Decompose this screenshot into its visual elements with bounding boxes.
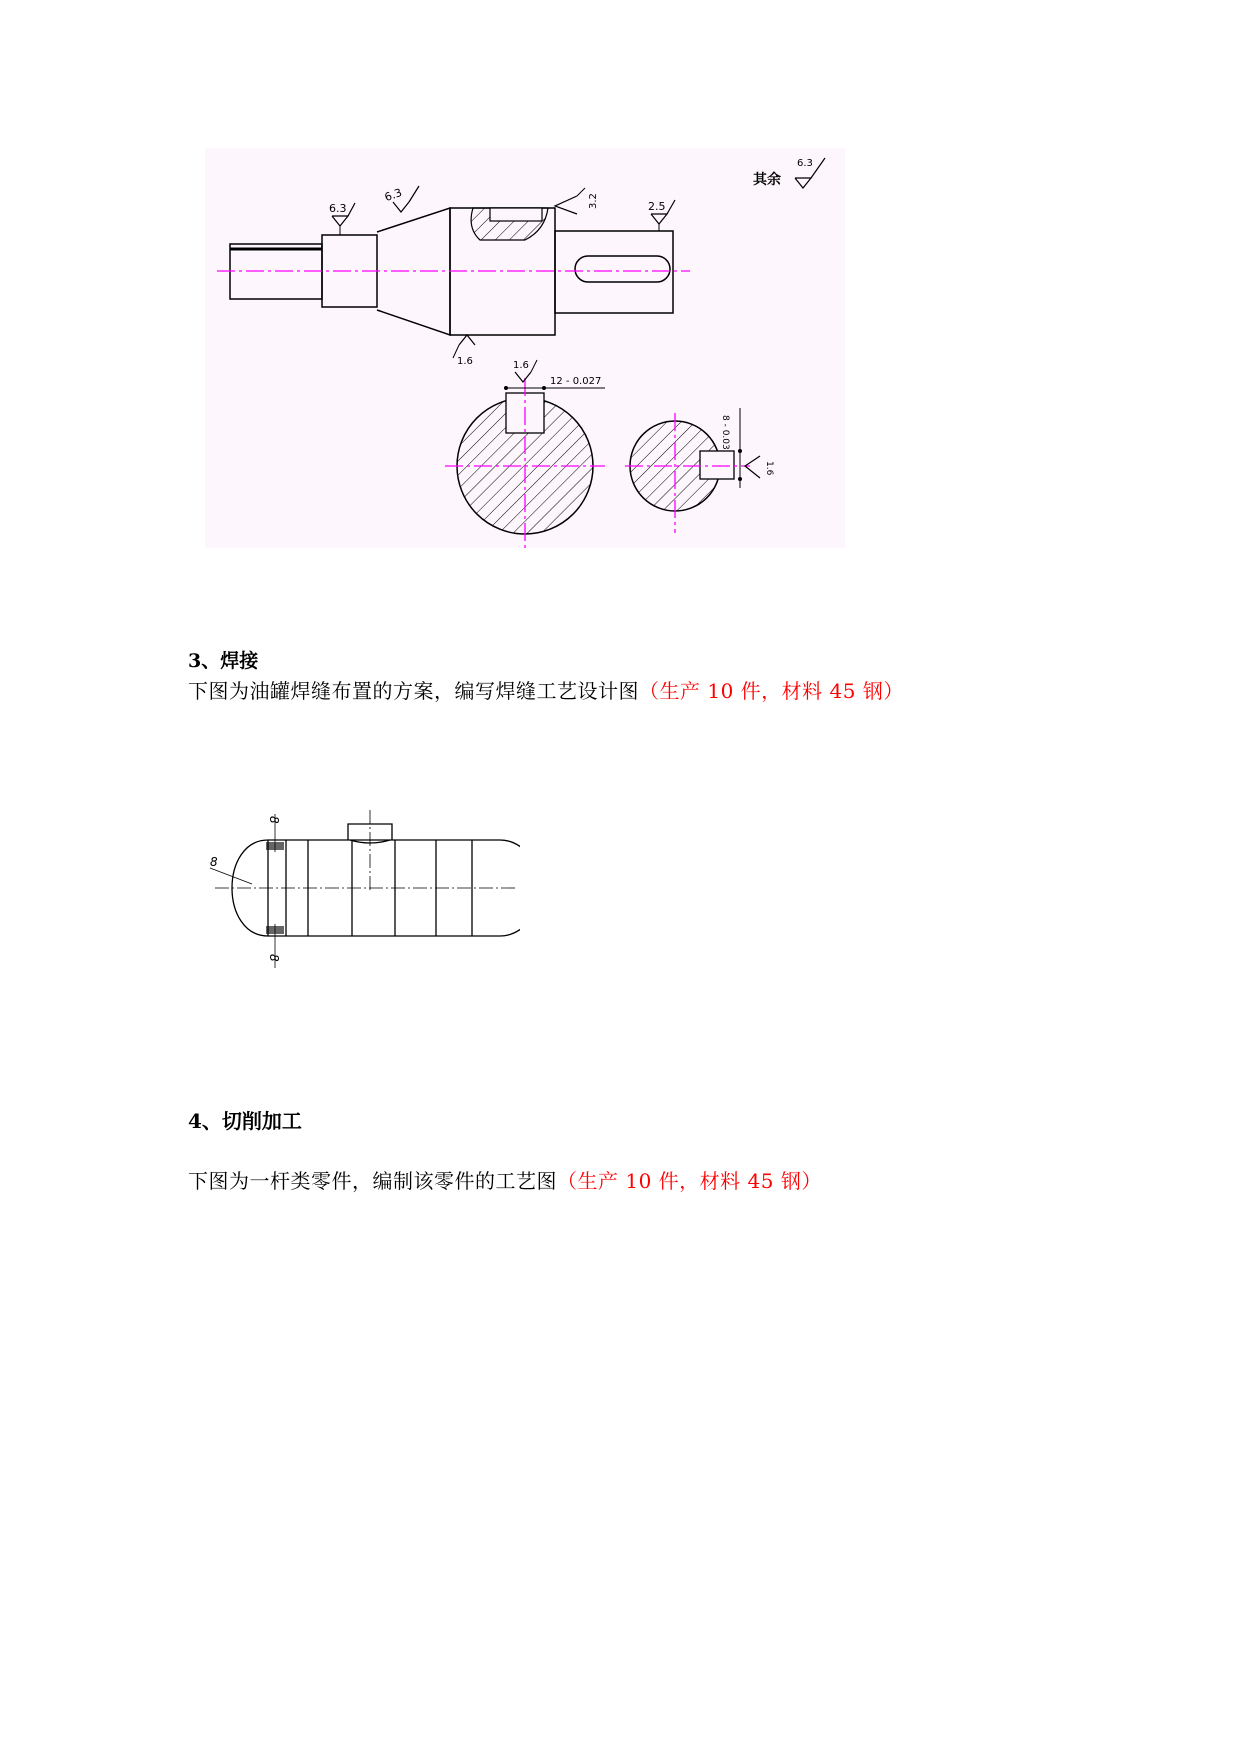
- dim-key-depth: 8 - 0.03: [720, 415, 730, 450]
- tank-drawing: [200, 800, 520, 980]
- section-3-text: [188, 675, 904, 704]
- section-4-text: [188, 1165, 822, 1194]
- roughness-label: 3.2: [588, 193, 599, 209]
- roughness-label: 6.3: [382, 185, 404, 205]
- section-4-text-main: 下图为一杆类零件，编制该零件的工艺图: [188, 1169, 557, 1193]
- roughness-label: 1.6: [764, 461, 774, 476]
- dim-top: 8: [267, 816, 281, 824]
- roughness-label: 6.3: [329, 202, 347, 215]
- roughness-label: 2.5: [648, 200, 666, 213]
- dim-bottom: 8: [267, 954, 281, 962]
- roughness-label: 1.6: [513, 360, 529, 371]
- roughness-label: 1.6: [457, 356, 473, 367]
- dim-slot-width: 12 - 0.027: [550, 376, 602, 387]
- section-4-heading: 4、切削加工: [188, 1109, 302, 1133]
- roughness-label: 6.3: [797, 158, 813, 169]
- shaft-drawing: [205, 148, 845, 548]
- qiyu-label: 其余: [753, 172, 781, 188]
- section-4-text-note: （生产 10 件，材料 45 钢）: [557, 1169, 822, 1193]
- section-3-text-main: 下图为油罐焊缝布置的方案，编写焊缝工艺设计图: [188, 679, 639, 703]
- section-3-text-note: （生产 10 件，材料 45 钢）: [639, 679, 904, 703]
- section-3-heading: 3、焊接: [188, 650, 259, 672]
- keyway-slot: [490, 208, 542, 221]
- dim-left: 8: [210, 855, 218, 869]
